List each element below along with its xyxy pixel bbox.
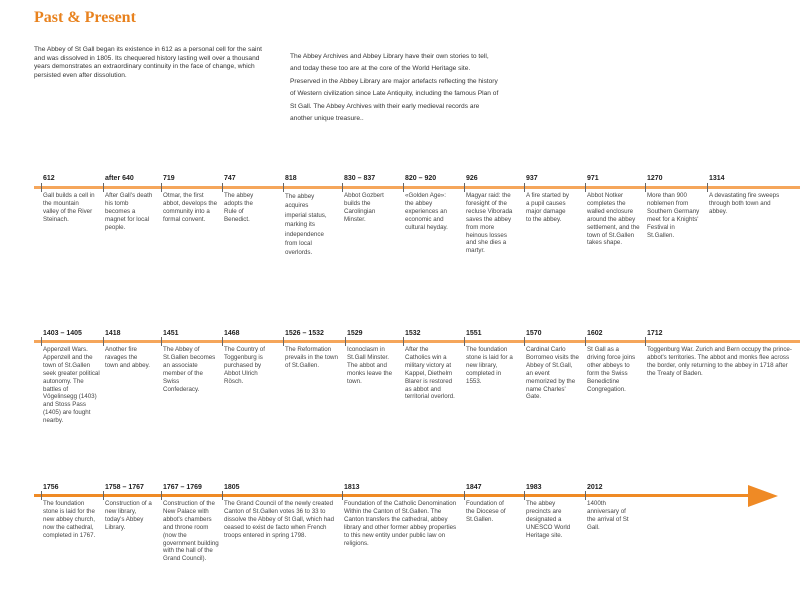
event-text: «Golden Age»: the abbey experiences an economic and cultural heyday.: [405, 192, 448, 231]
event-year: 1314: [709, 175, 725, 182]
event-text: Toggenburg War. Zurich and Bern occupy the prince-abbot's territories. The abbot and monks flee across the border, only returning to the abbey in 1718 after the Treaty of Baden.: [647, 346, 792, 377]
event-year: 719: [163, 175, 175, 182]
event-text: The Reformation prevails in the town of St.Gallen.: [285, 346, 338, 369]
event-year: 747: [224, 175, 236, 182]
event-year: 1270: [647, 175, 663, 182]
event-tick: [645, 183, 646, 192]
event-tick: [707, 183, 708, 192]
event-text: A fire started by a pupil causes major damage to the abbey.: [526, 192, 569, 223]
event-text: Construction of the New Palace with abbot's chambers and throne room (now the government building with the hall of the Grand Council).: [163, 500, 219, 563]
event-tick: [403, 183, 404, 192]
event-tick: [222, 337, 223, 346]
event-text: After Gall's death his tomb becomes a magnet for local people.: [105, 192, 153, 231]
event-tick: [403, 337, 404, 346]
event-year: 1418: [105, 330, 121, 337]
event-tick: [585, 183, 586, 192]
event-tick: [222, 183, 223, 192]
event-tick: [464, 491, 465, 500]
event-tick: [345, 337, 346, 346]
timeline-line-2: [34, 340, 800, 343]
event-text: St Gall as a driving force joins other abbeys to form the Swiss Benedictine Congregation.: [587, 346, 636, 393]
event-year: 820 – 920: [405, 175, 437, 182]
event-year: 937: [526, 175, 538, 182]
event-year: 1451: [163, 330, 179, 337]
event-text: Another fire ravages the town and abbey.: [105, 346, 150, 369]
event-tick: [283, 183, 284, 192]
event-year: 1551: [466, 330, 482, 337]
event-tick: [103, 491, 104, 500]
event-year: 971: [587, 175, 599, 182]
event-text: Foundation of the Diocese of St.Gallen.: [466, 500, 506, 523]
event-year: 1602: [587, 330, 603, 337]
event-year: 1570: [526, 330, 542, 337]
event-tick: [342, 183, 343, 192]
event-text: Magyar raid: the foresight of the recluse Viborada saves the abbey from more heinous losses and she dies a martyr.: [466, 192, 513, 255]
event-year: 818: [285, 175, 297, 182]
event-year: 1805: [224, 484, 240, 491]
event-text: The abbey adopts the Rule of Benedict.: [224, 192, 254, 223]
event-year: after 640: [105, 175, 134, 182]
event-tick: [524, 183, 525, 192]
event-year: 1983: [526, 484, 542, 491]
event-text: The Country of Toggenburg is purchased by Abbot Ulrich Rösch.: [224, 346, 265, 385]
event-text: Gall builds a cell in the mountain valley of the River Steinach.: [43, 192, 95, 223]
event-year: 1758 – 1767: [105, 484, 144, 491]
event-text: The Grand Council of the newly created Canton of St.Gallen votes 36 to 33 to dissolve the Abbey of St Gall, which had ceased to exist de facto when French troops entered in spring 1798.: [224, 500, 335, 539]
event-year: 1767 – 1769: [163, 484, 202, 491]
event-text: Iconoclasm in St.Gall Minster. The abbot and monks leave the town.: [347, 346, 393, 385]
intro-right-paragraph: The Abbey Archives and Abbey Library have their own stories to tell, and today these too are at the core of the World Heritage site. Preserved in the Abbey Library are major artefacts reflecting the history of Western civilization since Late Antiquity, including the famous Plan of St Gall. The Abbey Archives with their early medieval records are another unique treasure..: [290, 53, 499, 123]
event-tick: [161, 183, 162, 192]
event-text: The Abbey of St.Gallen becomes an associate member of the Swiss Confederacy.: [163, 346, 216, 393]
event-tick: [161, 491, 162, 500]
event-text: 1400th anniversary of the arrival of St Gall.: [587, 500, 629, 531]
event-tick: [103, 337, 104, 346]
event-year: 2012: [587, 484, 603, 491]
timeline-arrow-icon: [748, 485, 778, 507]
event-year: 1532: [405, 330, 421, 337]
event-tick: [524, 337, 525, 346]
event-tick: [41, 491, 42, 500]
event-tick: [342, 491, 343, 500]
event-text: Abbot Gozbert builds the Carolingian Minster.: [344, 192, 384, 223]
event-text: A devastating fire sweeps through both town and abbey.: [709, 192, 780, 215]
page-title: Past & Present: [34, 9, 136, 26]
intro-left-paragraph: The Abbey of St Gall began its existence in 612 as a personal cell for the saint and was dissolved in 1805. Its chequered history lasting well over a thousand years demonstrates an extraordinary continuity in the face of change, which persisted even after dissolution.: [34, 46, 262, 79]
event-tick: [222, 491, 223, 500]
event-tick: [464, 337, 465, 346]
timeline-line-1: [34, 186, 800, 189]
event-year: 1712: [647, 330, 663, 337]
event-tick: [283, 337, 284, 346]
event-text: The abbey precincts are designated a UNESCO World Heritage site.: [526, 500, 571, 539]
event-tick: [585, 337, 586, 346]
event-tick: [161, 337, 162, 346]
event-year: 1526 – 1532: [285, 330, 324, 337]
event-tick: [41, 183, 42, 192]
event-year: 1403 – 1405: [43, 330, 82, 337]
event-tick: [645, 337, 646, 346]
event-text: Foundation of the Catholic Denomination Within the Canton of St.Gallen. The Canton transfers the cathedral, abbey library and other former abbey properties to this new entity under public law on religions.: [344, 500, 457, 547]
event-text: The abbey acquires imperial status, marking its independence from local overlords.: [285, 193, 327, 257]
event-year: 1756: [43, 484, 59, 491]
event-tick: [103, 183, 104, 192]
event-text: Otmar, the first abbot, develops the community into a formal convent.: [163, 192, 218, 223]
event-year: 830 – 837: [344, 175, 376, 182]
event-text: Cardinal Carlo Borromeo visits the Abbey of St.Gall, an event memorized by the name Charles' Gate.: [526, 346, 579, 401]
event-tick: [585, 491, 586, 500]
event-year: 612: [43, 175, 55, 182]
event-text: Abbot Notker completes the walled enclosure around the abbey settlement, and the town of St.Gallen takes shape.: [587, 192, 640, 247]
event-tick: [41, 337, 42, 346]
event-tick: [464, 183, 465, 192]
event-year: 1468: [224, 330, 240, 337]
event-year: 926: [466, 175, 478, 182]
event-text: The foundation stone is laid for a new library, completed in 1553.: [466, 346, 513, 385]
event-text: Appenzell Wars. Appenzell and the town of St.Gallen seek greater political autonomy. The battles of Vögelinsegg (1403) and Stoss Pass (1405) are fought nearby.: [43, 346, 100, 425]
event-text: After the Catholics win a military victory at Kappel, Diethelm Blarer is restored as abbot and territorial overlord.: [405, 346, 455, 401]
event-year: 1529: [347, 330, 363, 337]
event-year: 1813: [344, 484, 360, 491]
event-text: Construction of a new library, today's Abbey Library.: [105, 500, 152, 531]
event-year: 1847: [466, 484, 482, 491]
event-text: More than 900 noblemen from Southern Germany meet for a Knights' Festival in St.Gallen.: [647, 192, 700, 239]
event-tick: [524, 491, 525, 500]
event-text: The foundation stone is laid for the new abbey church, now the cathedral, completed in 1767.: [43, 500, 96, 539]
timeline-line-3: [34, 494, 750, 497]
